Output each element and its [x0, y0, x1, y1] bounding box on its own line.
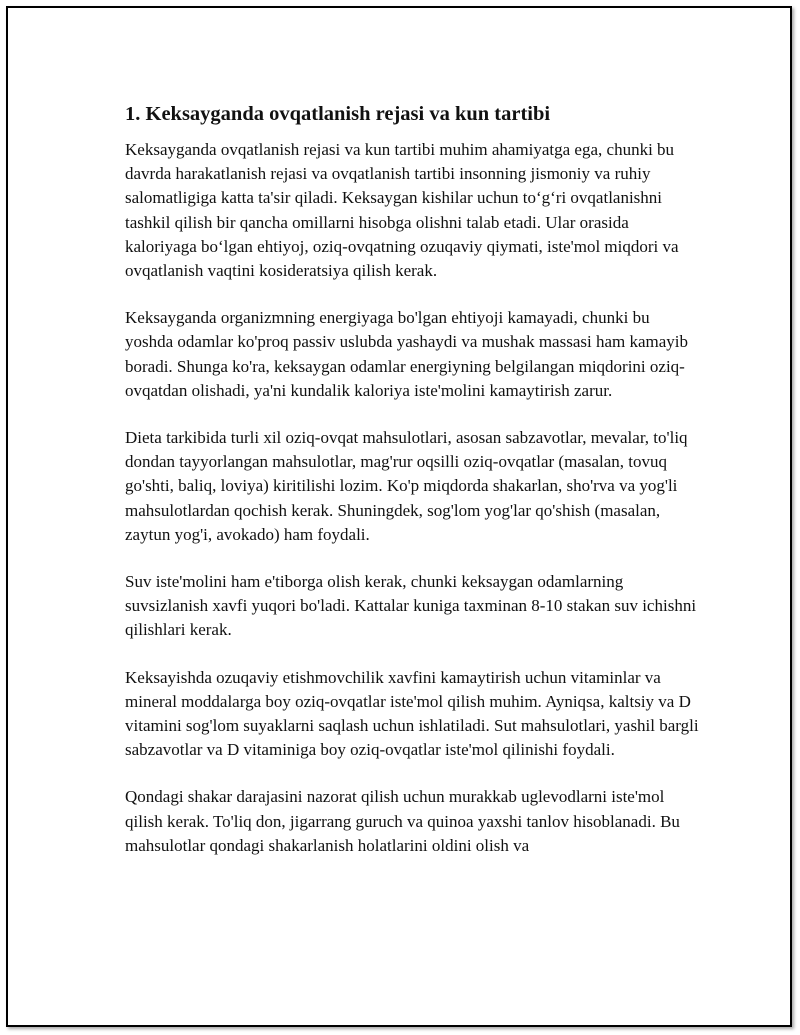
paragraph-1: Keksayganda ovqatlanish rejasi va kun tartibi muhim ahamiyatga ega, chunki bu davrda harakatlanish rejasi va ovqatlanish tartibi insonning jismoniy va ruhiy salomatligiga katta ta'sir qiladi. Keksaygan kishilar uchun to‘g‘ri ovqatlanishni tashkil qilish bir qancha omillarni hisobga olishni talab etadi. Ular orasida kaloriyaga bo‘lgan ehtiyoj, oziq-ovqatning ozuqaviy qiymati, iste'mol miqdori va ovqatlanish vaqtini kosideratsiya qilish kerak.: [125, 140, 679, 281]
section-heading: 1. Keksayganda ovqatlanish rejasi va kun tartibi: [125, 103, 551, 125]
paragraph-4: Suv iste'molini ham e'tiborga olish kerak, chunki keksaygan odamlarning suvsizlanish xavfi yuqori bo'ladi. Kattalar kuniga taxminan 8-10 stakan suv ichishni qilishlari kerak.: [125, 572, 697, 640]
paragraph-6: Qondagi shakar darajasini nazorat qilish uchun murakkab uglevodlarni iste'mol qilish kerak. To'liq don, jigarrang guruch va quinoa yaxshi tanlov hisoblanadi. Bu mahsulotlar qondagi shakarlanish holatlarini oldini olish va: [125, 787, 680, 855]
paragraph-5: Keksayishda ozuqaviy etishmovchilik xavfini kamaytirish uchun vitaminlar va mineral moddalarga boy oziq-ovqatlar iste'mol qilish muhim. Ayniqsa, kaltsiy va D vitamini sog'lom suyaklarni saqlash uchun ishlatiladi. Sut mahsulotlari, yashil bargli sabzavotlar va D vitaminiga boy oziq-ovqatlar iste'mol qilinishi foydali.: [125, 667, 699, 760]
document-page: [6, 6, 792, 1027]
paragraph-2: Keksayganda organizmning energiyaga bo'lgan ehtiyoji kamayadi, chunki bu yoshda odamlar ko'proq passiv uslubda yashaydi va mushak massasi ham kamayib boradi. Shunga ko'ra, keksaygan odamlar energiyning belgilangan miqdorini oziq-ovqatdan olishadi, ya'ni kundalik kaloriya iste'molini kamaytirish zarur.: [125, 308, 689, 400]
paragraph-3: Dieta tarkibida turli xil oziq-ovqat mahsulotlari, asosan sabzavotlar, mevalar, to'liq dondan tayyorlangan mahsulotlar, mag'rur oqsilli oziq-ovqatlar (masalan, tovuq go'shti, baliq, loviya) kiritilishi lozim. Ko'p miqdorda shakarlan, sho'rva va yog'li mahsulotlardan qochish kerak. Shuningdek, sog'lom yog'lar qo'shish (masalan, zaytun yog'i, avokado) ham foydali.: [125, 428, 688, 544]
document-body: [125, 101, 700, 881]
